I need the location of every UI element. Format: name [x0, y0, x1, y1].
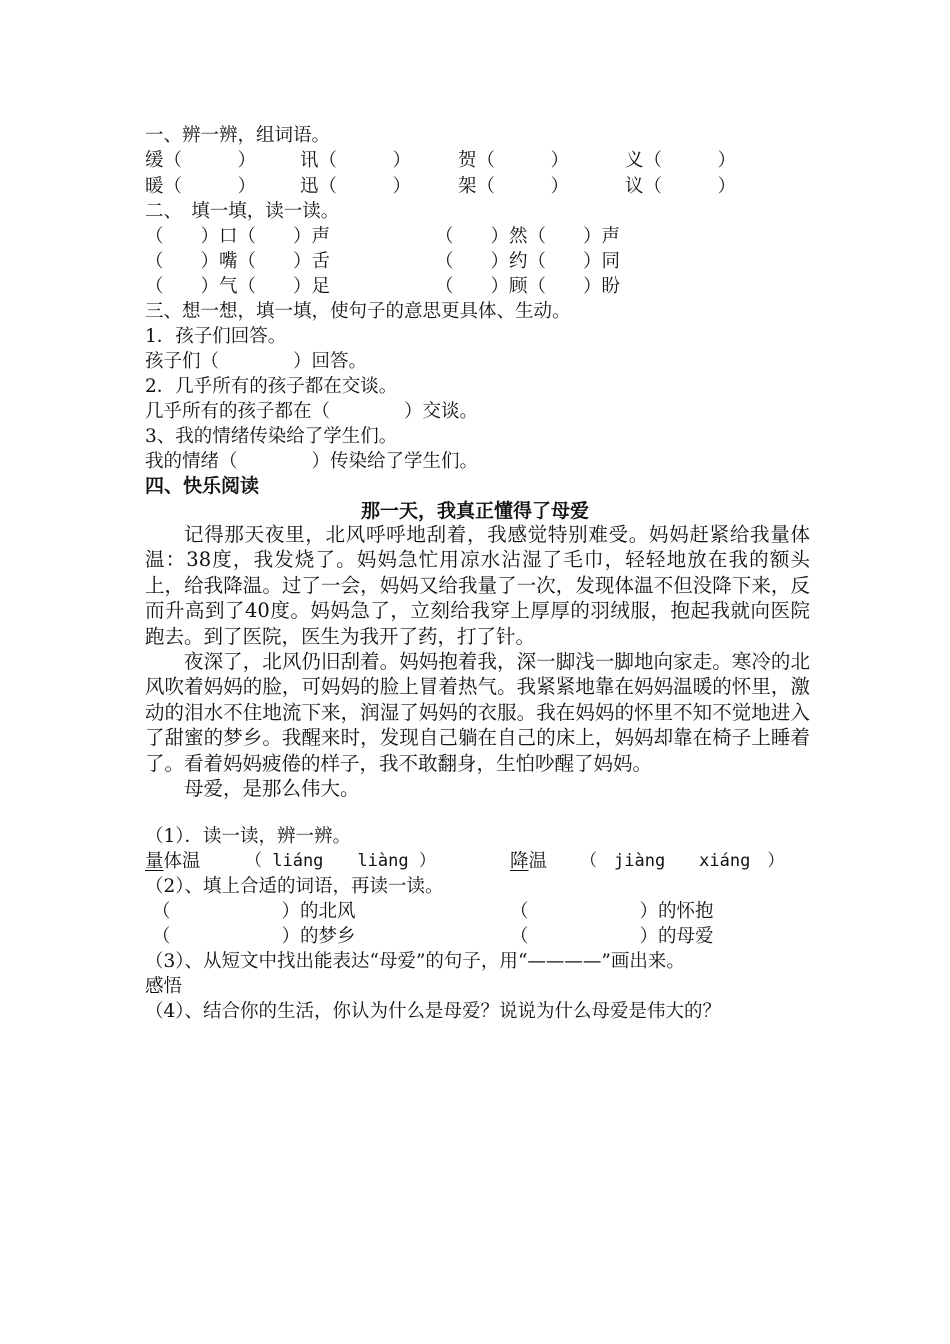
pinyin-options-1: （ liáng liàng ）	[245, 851, 436, 871]
word-group-item: 议（ ）	[625, 176, 737, 197]
pinyin-word-1-rest: 体温	[163, 851, 201, 872]
section1-heading: 一、辨一辨，组词语。	[145, 125, 331, 146]
sentence-line: 3、我的情绪传染给了学生们。	[145, 426, 398, 447]
pinyin-word-2-char: 降	[510, 851, 529, 872]
question2-label: （2）、填上合适的词语，再读一读。	[145, 876, 444, 897]
phrase-fill-item: （ ）的梦乡	[152, 926, 356, 947]
word-group-item: 迅（ ）	[300, 176, 412, 197]
idiom-fill-item: （ ）气（ ）足	[145, 276, 331, 297]
phrase-fill-item: （ ）的北风	[152, 901, 356, 922]
word-group-item: 贺（ ）	[458, 150, 570, 171]
question3-label: （3）、从短文中找出能表达“母爱”的句子，用“————”画出来。	[145, 951, 685, 972]
idiom-fill-item: （ ）嘴（ ）舌	[145, 251, 331, 272]
question3-continuation: 感悟	[145, 976, 183, 997]
sentence-line: 1．孩子们回答。	[145, 326, 287, 347]
passage-body	[145, 522, 810, 801]
pinyin-options-2: （ jiàng xiáng ）	[580, 851, 785, 871]
passage-title: 那一天，我真正懂得了母爱	[360, 500, 589, 522]
passage-paragraph: 夜深了，北风仍旧刮着。妈妈抱着我，深一脚浅一脚地向家走。寒冷的北风吹着妈妈的脸，可妈妈的脸上冒着热气。我紧紧地靠在妈妈温暖的怀里，激动的泪水不住地流下来，润湿了妈妈的衣服。我在妈妈的怀里不知不觉地进入了甜蜜的梦乡。我醒来时，发现自己躺在自己的床上，妈妈却靠在椅子上睡着了。看着妈妈疲倦的样子，我不敢翻身，生怕吵醒了妈妈。	[145, 650, 810, 775]
sentence-line: 孩子们（ ）回答。	[145, 351, 368, 372]
passage-paragraph: 母爱，是那么伟大。	[184, 777, 360, 801]
word-group-item: 暖（ ）	[145, 176, 257, 197]
word-group-item: 架（ ）	[458, 176, 570, 197]
phrase-fill-item: （ ）的母爱	[510, 926, 714, 947]
phrase-fill-item: （ ）的怀抱	[510, 901, 714, 922]
section3-heading: 三、想一想，填一填，使句子的意思更具体、生动。	[145, 301, 571, 322]
passage-paragraph: 记得那天夜里，北风呼呼地刮着，我感觉特别难受。妈妈赶紧给我量体温：38度，我发烧了。妈妈急忙用凉水沾湿了毛巾，轻轻地放在我的额头上，给我降温。过了一会，妈妈又给我量了一次，发现体温不但没降下来，反而升高到了40度。妈妈急了，立刻给我穿上厚厚的羽绒服，抱起我就向医院跑去。到了医院，医生为我开了药，打了针。	[145, 523, 810, 648]
idiom-fill-item: （ ）约（ ）同	[435, 251, 621, 272]
question4-label: （4）、结合你的生活，你认为什么是母爱？说说为什么母爱是伟大的？	[145, 1001, 722, 1022]
word-group-item: 义（ ）	[625, 150, 737, 171]
word-group-item: 讯（ ）	[300, 150, 412, 171]
sentence-line: 几乎所有的孩子都在（ ）交谈。	[145, 401, 479, 422]
sentence-line: 我的情绪（ ）传染给了学生们。	[145, 451, 479, 472]
pinyin-word-2	[510, 849, 547, 874]
pinyin-word-1	[145, 849, 201, 874]
idiom-fill-item: （ ）顾（ ）盼	[435, 276, 621, 297]
pinyin-word-1-char: 量	[145, 851, 164, 872]
idiom-fill-item: （ ）口（ ）声	[145, 226, 331, 247]
section2-heading: 二、 填一填，读一读。	[145, 201, 340, 222]
word-group-item: 缓（ ）	[145, 150, 257, 171]
sentence-line: 2．几乎所有的孩子都在交谈。	[145, 376, 398, 397]
question1-label: （1）．读一读，辨一辨。	[145, 826, 352, 847]
section4-heading: 四、快乐阅读	[145, 475, 260, 497]
idiom-fill-item: （ ）然（ ）声	[435, 226, 621, 247]
pinyin-word-2-rest: 温	[528, 851, 548, 872]
